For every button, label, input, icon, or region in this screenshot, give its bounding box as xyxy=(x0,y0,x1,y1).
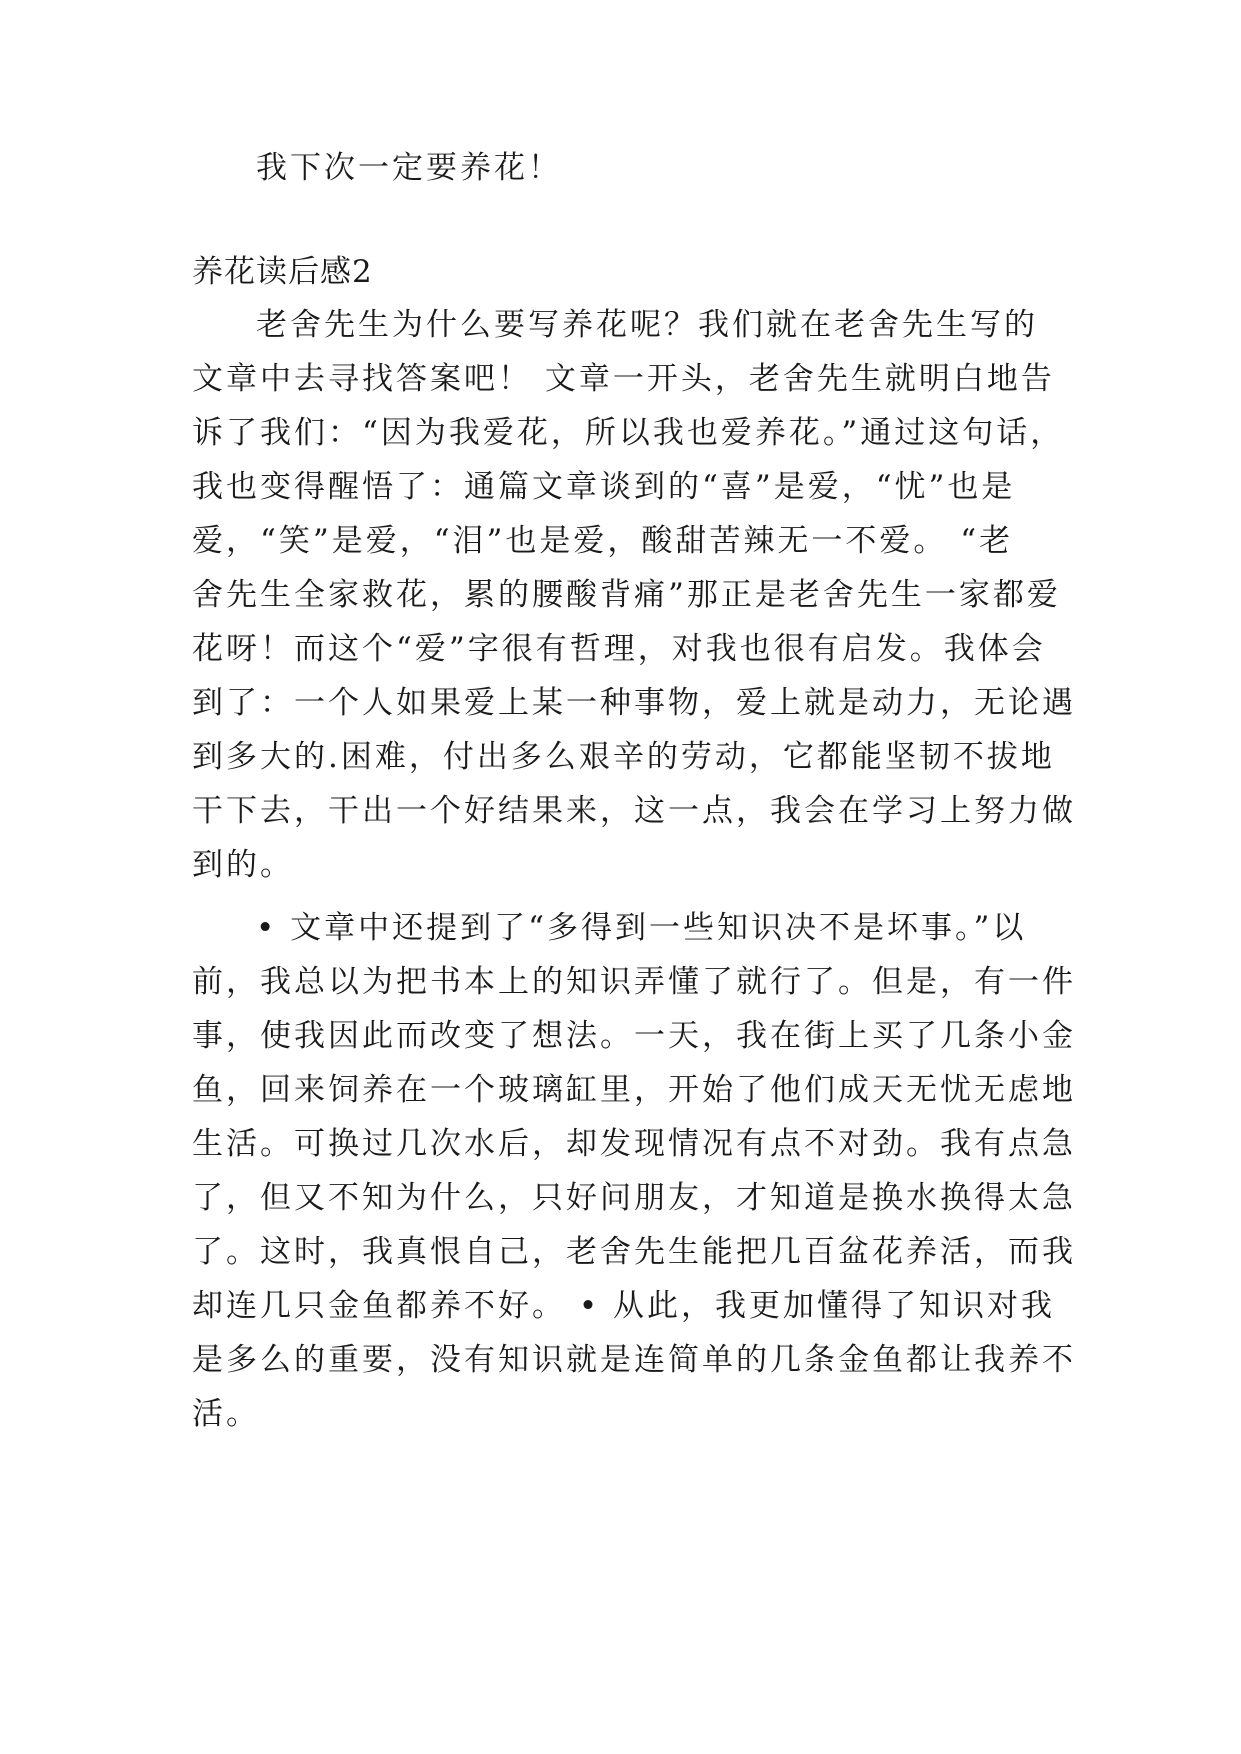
paragraph-line: 文章中去寻找答案吧！ 文章一开头，老舍先生就明白地告 xyxy=(192,361,1055,397)
paragraph-line: 前，我总以为把书本上的知识弄懂了就行了。但是，有一件 xyxy=(192,964,1076,1000)
paragraph-line: 到多大的.困难，付出多么艰辛的劳动，它都能坚韧不拔地 xyxy=(192,739,1055,775)
paragraph-line: 了，但又不知为什么，只好问朋友，才知道是换水换得太急 xyxy=(192,1180,1076,1216)
paragraph-line: • 文章中还提到了“多得到一些知识决不是坏事。”以 xyxy=(256,910,1027,946)
paragraph-line: 干下去，干出一个好结果来，这一点，我会在学习上努力做 xyxy=(192,793,1076,829)
paragraph-line: 到了：一个人如果爱上某一种事物，爱上就是动力，无论遇 xyxy=(192,685,1076,721)
paragraph-line: 舍先生全家救花，累的腰酸背痛”那正是老舍先生一家都爱 xyxy=(192,577,1061,613)
paragraph-line: 老舍先生为什么要写养花呢？我们就在老舍先生写的 xyxy=(256,307,1038,343)
paragraph-line: 鱼，回来饲养在一个玻璃缸里，开始了他们成天无忧无虑地 xyxy=(192,1072,1076,1108)
paragraph-line: 生活。可换过几次水后，却发现情况有点不对劲。我有点急 xyxy=(192,1126,1076,1162)
paragraph-line: 却连几只金鱼都养不好。 • 从此，我更加懂得了知识对我 xyxy=(192,1288,1055,1324)
section-title: 养花读后感2 xyxy=(192,254,373,290)
paragraph-line: 到的。 xyxy=(192,847,294,883)
intro-line: 我下次一定要养花！ xyxy=(256,150,562,186)
paragraph-line: 花呀！而这个“爱”字很有哲理，对我也很有启发。我体会 xyxy=(192,631,1046,667)
paragraph-line: 诉了我们：“因为我爱花，所以我也爱养花。”通过这句话， xyxy=(192,415,1065,451)
paragraph-line: 爱，“笑”是爱，“泪”也是爱，酸甜苦辣无一不爱。 “老 xyxy=(192,523,1014,559)
paragraph-line: 是多么的重要，没有知识就是连简单的几条金鱼都让我养不 xyxy=(192,1342,1076,1378)
paragraph-line: 事，使我因此而改变了想法。一天，我在街上买了几条小金 xyxy=(192,1018,1076,1054)
paragraph-line: 活。 xyxy=(192,1396,260,1432)
paragraph-line: 我也变得醒悟了：通篇文章谈到的“喜”是爱，“忧”也是 xyxy=(192,469,1016,505)
paragraph-line: 了。这时，我真恨自己，老舍先生能把几百盆花养活，而我 xyxy=(192,1234,1076,1270)
